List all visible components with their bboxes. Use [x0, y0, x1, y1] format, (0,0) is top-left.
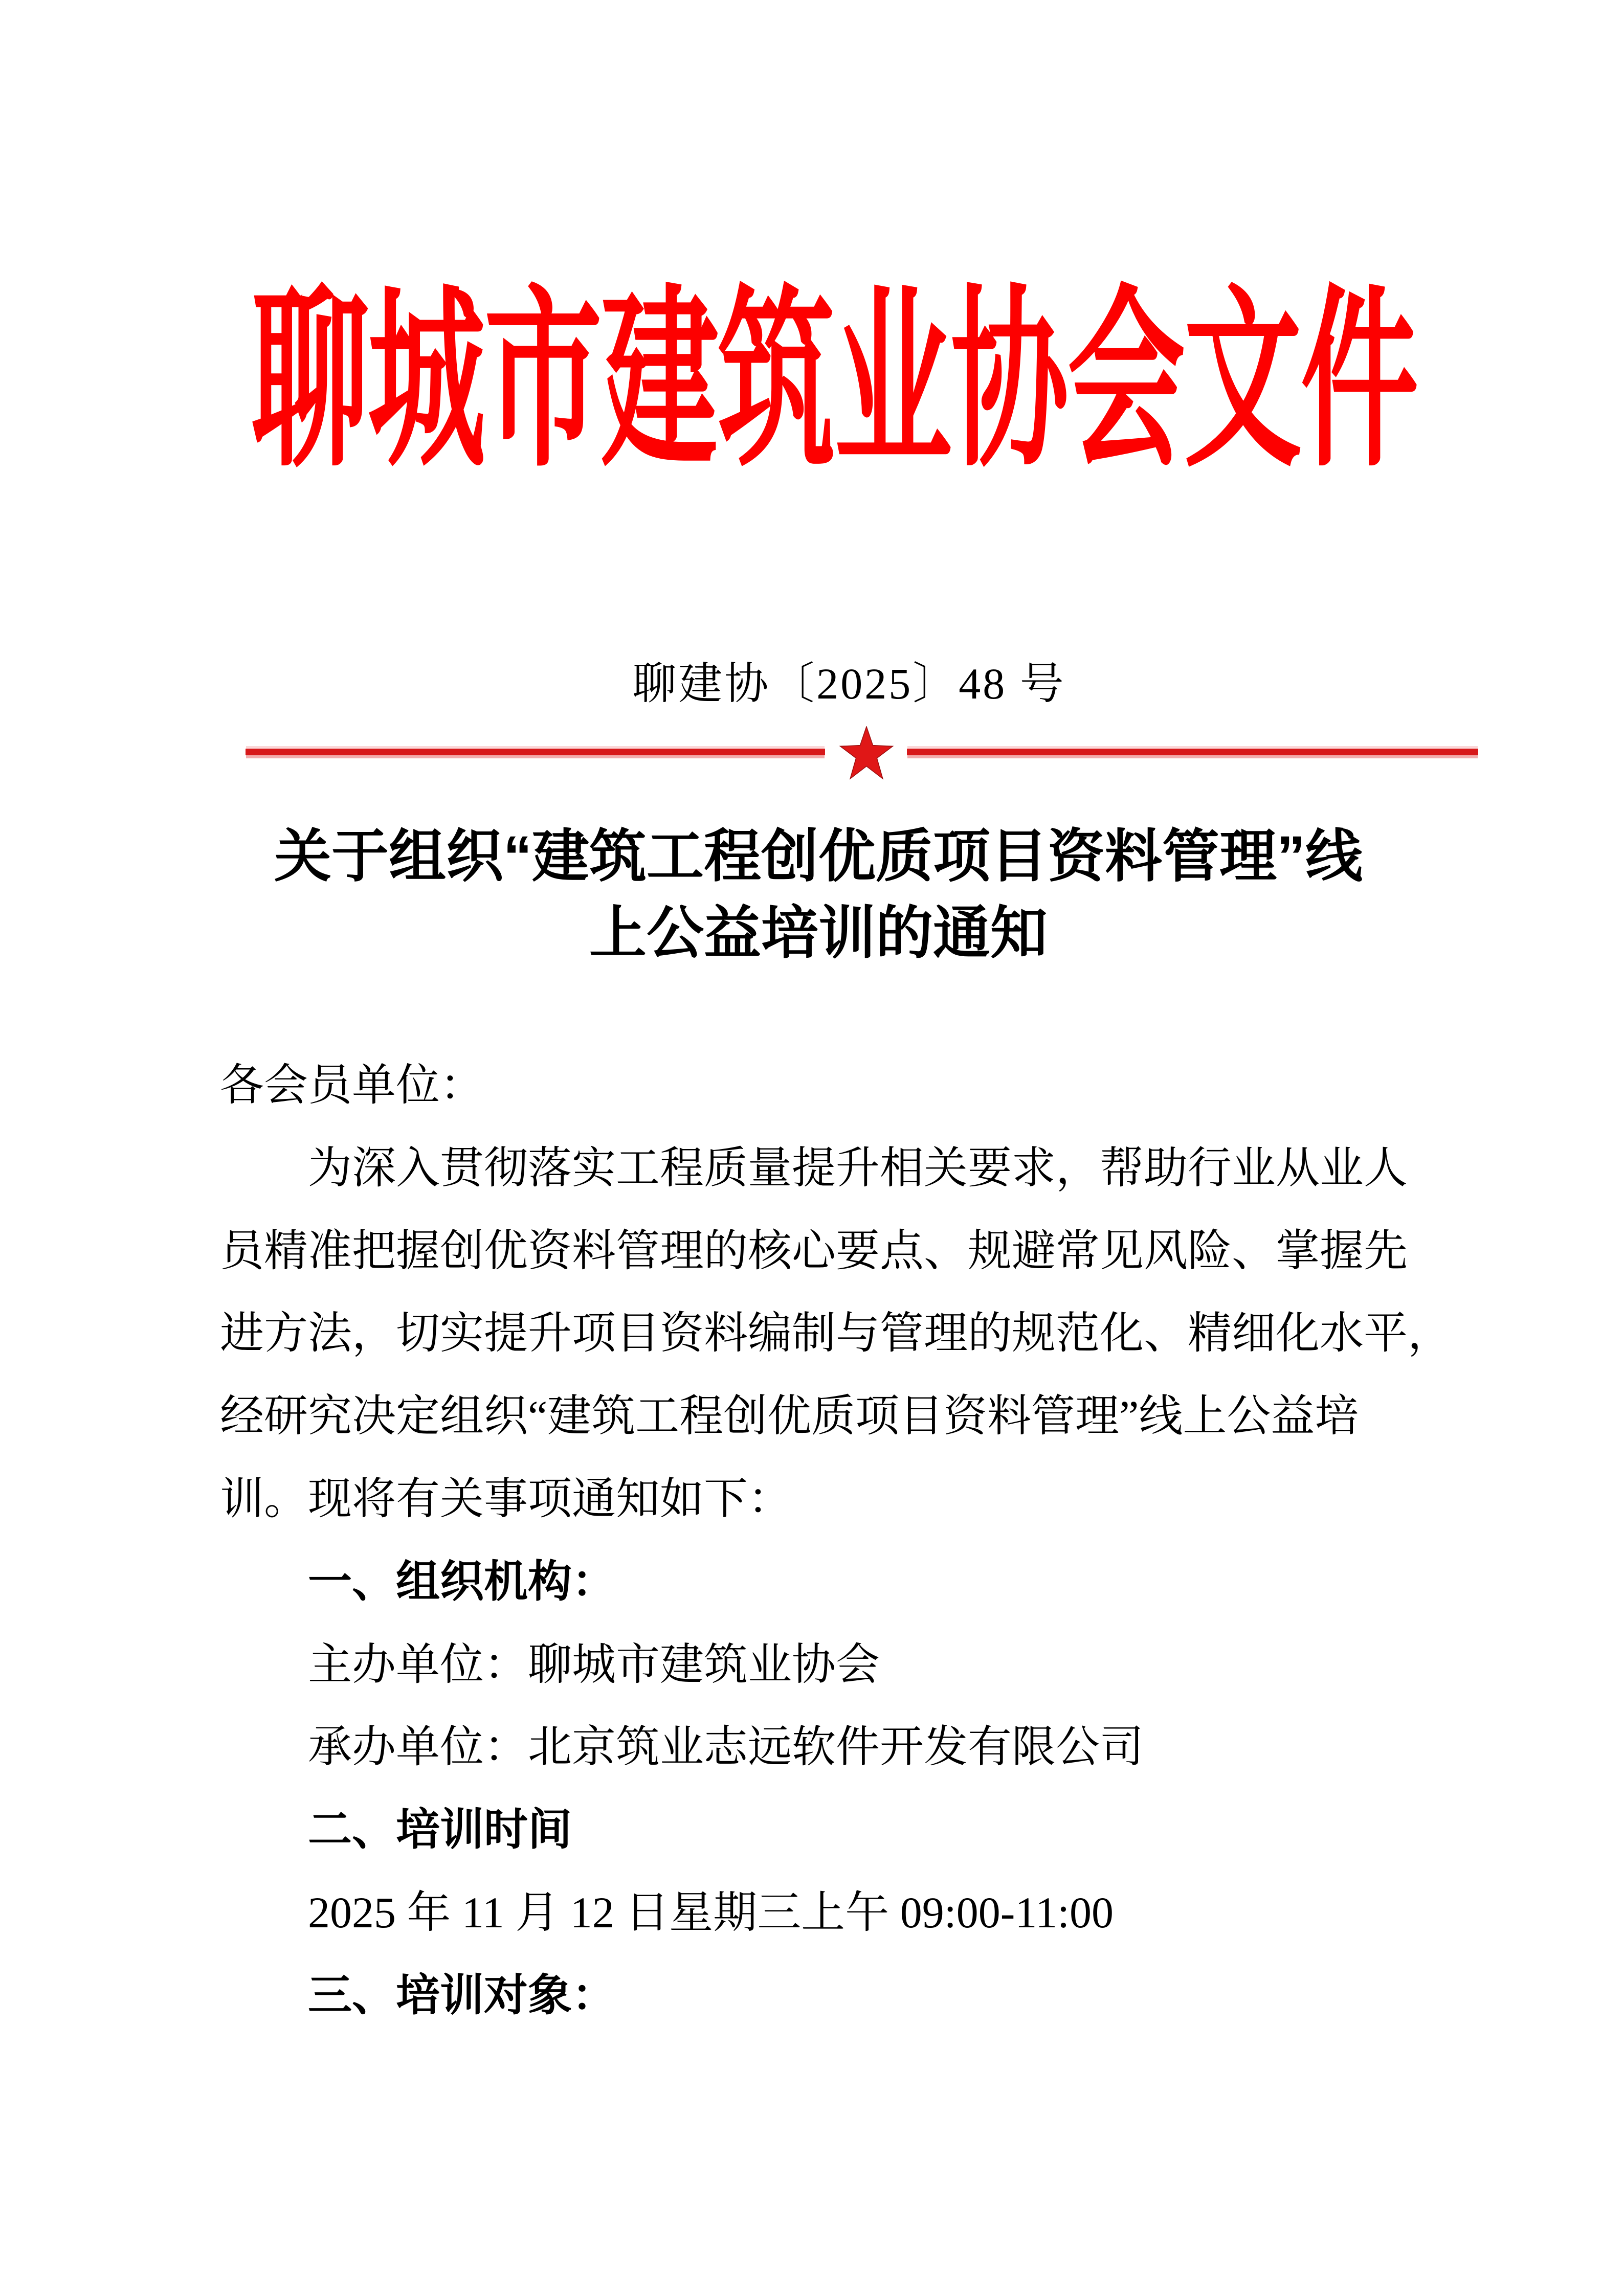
body-line: 训。现将有关事项通知如下： — [220, 1474, 792, 1523]
body-line: 进方法，切实提升项目资料编制与管理的规范化、精细化水平， — [220, 1309, 1452, 1358]
title-line-2: 上公益培训的通知 — [589, 901, 1048, 965]
title-line-1: 关于组织“建筑工程创优质项目资料管理”线 — [274, 824, 1363, 888]
divider-line-right — [907, 749, 1478, 755]
host-unit-line: 主办单位：聊城市建筑业协会 — [308, 1639, 880, 1689]
salutation-line: 各会员单位： — [220, 1061, 484, 1110]
section-heading-organization: 一、组织机构： — [308, 1557, 616, 1606]
red-header-banner-title: 聊城市建筑业协会文件 — [251, 274, 1417, 490]
document-number: 聊建协〔2025〕48 号 — [632, 659, 1066, 708]
training-time-line: 2025 年 11 月 12 日星期三上午 09:00-11:00 — [308, 1887, 1114, 1937]
body-line: 经研究决定组织“建筑工程创优质项目资料管理”线上公益培 — [220, 1391, 1359, 1441]
body-line: 员精准把握创优资料管理的核心要点、规避常见风险、掌握先 — [220, 1226, 1408, 1275]
section-heading-training-target: 三、培训对象： — [308, 1970, 616, 2020]
organizer-unit-line: 承办单位：北京筑业志远软件开发有限公司 — [308, 1722, 1144, 1772]
divider-line-left — [246, 749, 825, 755]
document-body — [220, 1044, 1458, 2037]
red-star-icon — [838, 726, 895, 781]
section-heading-training-time: 二、培训时间 — [308, 1805, 572, 1855]
body-line: 为深入贯彻落实工程质量提升相关要求，帮助行业从业人 — [308, 1143, 1408, 1192]
document-title — [215, 818, 1422, 972]
